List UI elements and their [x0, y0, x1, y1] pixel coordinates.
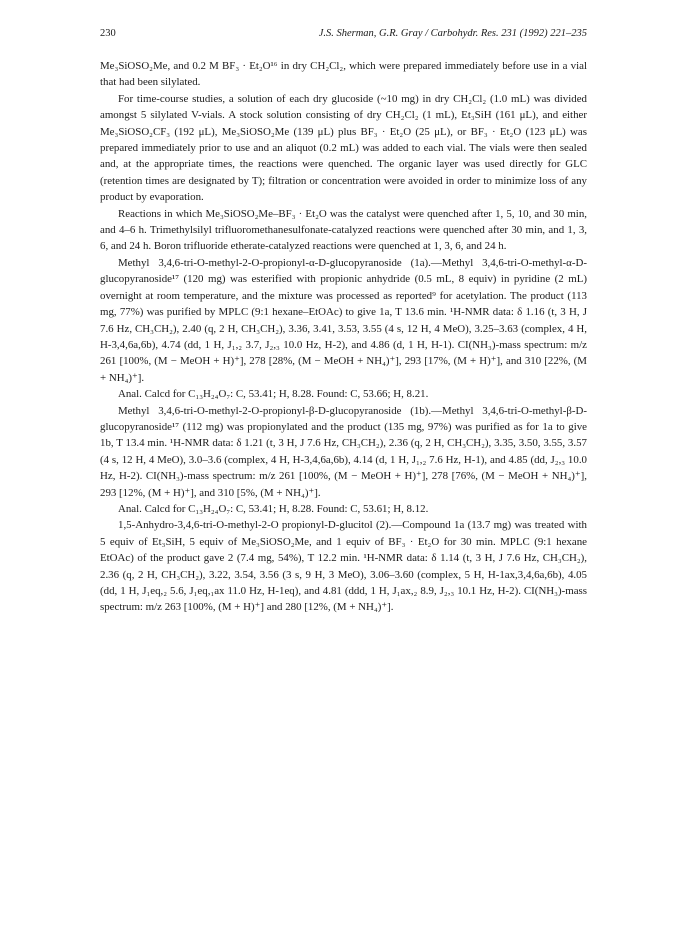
paragraph-compound-1b: Methyl 3,4,6-tri-O-methyl-2-O-propionyl-β-D-glucopyranoside (1b).—Methyl 3,4,6-tri-O-methyl-β-D-glucopyranoside¹⁷ (112 mg) was propionylated and the product (135 mg, 97%) was purified as for 1a to give 1b, T 13.4 min. ¹H-NMR data: δ 1.21 (t, 3 H, J 7.6 Hz, CH₃CH₂), 2.36 (q, 2 H, CH₃CH₂), 3.35, 3.50, 3.55, 3.57 (4 s, 12 H, 4 MeO), 3.0–3.6 (complex, 4 H, H-3,4,6a,6b), 4.14 (d, 1 H, J₁,₂ 7.6 Hz, H-1), and 4.85 (dd, J₂,₃ 10.0 Hz, H-2). CI(NH₃)-mass spectrum: m/z 261 [100%, (M − MeOH + H)⁺], 278 [76%, (M − MeOH + NH₄)⁺], 293 [12%, (M + H)⁺], and 310 [5%, (M + NH₄)⁺]. [100, 404, 587, 499]
running-title: J.S. Sherman, G.R. Gray / Carbohydr. Res. 231 (1992) 221–235 [318, 28, 587, 39]
paragraph-anal-1b: Anal. Calcd for C₁₃H₂₄O₇: C, 53.41; H, 8.28. Found: C, 53.61; H, 8.12. [118, 502, 429, 515]
paragraph-anal-1a: Anal. Calcd for C₁₃H₂₄O₇: C, 53.41; H, 8.28. Found: C, 53.66; H, 8.21. [118, 388, 429, 401]
page-number: 230 [100, 28, 116, 39]
paragraph-time-course: For time-course studies, a solution of each dry glucoside (~10 mg) in dry CH₂Cl₂ (1.0 mL) was divided amongst 5 silylated V-vials. A stock solution consisting of dry CH₂Cl₂ (1 mL), Et₃SiH (161 μL), and either Me₃SiOSO₂CF₃ (192 μL), Me₃SiOSO₂Me (139 μL) plus BF₃ · Et₂O (25 μL), or BF₃ · Et₂O (123 μL) was prepared immediately prior to use and an aliquot (0.2 mL) was added to each vial. The vials were then sealed and, at the appropriate times, the reactions were quenched. The organic layer was used directly for GLC (retention times are designated by T); filtration or concentration were avoided in order to minimize loss of any product by evaporation. [100, 92, 587, 204]
paragraph-reagent-note: Me₃SiOSO₂Me, and 0.2 M BF₃ · Et₂O¹⁶ in dry CH₂Cl₂, which were prepared immediately before use in a vial that had been silylated. [100, 60, 587, 89]
paragraph-compound-1a: Methyl 3,4,6-tri-O-methyl-2-O-propionyl-α-D-glucopyranoside (1a).—Methyl 3,4,6-tri-O-methyl-α-D-glucopyranoside¹⁷ (120 mg) was esterified with propionic anhydride (0.5 mL, 8 equiv) in pyridine (2 mL) overnight at room temperature, and the mixture was processed as reported⁹ for acetylation. The product (113 mg, 77%) was purified by MPLC (9:1 hexane–EtOAc) to give 1a, T 13.6 min. ¹H-NMR data: δ 1.16 (t, 3 H, J 7.6 Hz, CH₃CH₂), 2.40 (q, 2 H, CH₃CH₂), 3.36, 3.41, 3.53, 3.55 (4 s, 12 H, 4 MeO), 3.25–3.63 (complex, 4 H, H-3,4,6a,6b), 4.74 (dd, 1 H, J₁,₂ 3.7, J₂,₃ 10.0 Hz, H-2), and 4.86 (d, 1 H, H-1). CI(NH₃)-mass spectrum: m/z 261 [100%, (M − MeOH + H)⁺], 278 [28%, (M − MeOH + NH₄)⁺], 293 [17%, (M + H)⁺], and 310 [22%, (M + NH₄)⁺]. [100, 256, 587, 384]
page [100, 28, 587, 616]
paragraph-compound-2: 1,5-Anhydro-3,4,6-tri-O-methyl-2-O propionyl-D-glucitol (2).—Compound 1a (13.7 mg) was treated with 5 equiv of Et₃SiH, 5 equiv of Me₃SiOSO₂Me, and 1 equiv of BF₃ · Et₂O for 30 min. MPLC (9:1 hexane EtOAc) of the product gave 2 (7.4 mg, 54%), T 12.2 min. ¹H-NMR data: δ 1.14 (t, 3 H, J 7.6 Hz, CH₃CH₂), 2.36 (q, 2 H, CH₃CH₂), 3.22, 3.54, 3.56 (3 s, 9 H, 3 MeO), 3.06–3.60 (complex, 5 H, H-1ax,3,4,6a,6b), 4.05 (dd, 1 H, J₁eq,₂ 5.6, J₁eq,₁ax 11.0 Hz, H-1eq), and 4.81 (ddd, 1 H, J₁ax,₂ 8.9, J₂,₃ 10.1 Hz, H-2). CI(NH₃)-mass spectrum: m/z 263 [100%, (M + H)⁺] and 280 [12%, (M + NH₄)⁺]. [100, 519, 587, 614]
running-head [100, 28, 587, 44]
paragraph-quench-times: Reactions in which Me₃SiOSO₂Me–BF₃ · Et₂O was the catalyst were quenched after 1, 5, 10, and 30 min, and 4–6 h. Trimethylsilyl trifluoromethanesulfonate-catalyzed reactions were quenched after 30 min, and 1, 3, 6, and 24 h. Boron trifluoride etherate-catalyzed reactions were quenched at 1, 3, 6, and 24 h. [100, 207, 587, 253]
